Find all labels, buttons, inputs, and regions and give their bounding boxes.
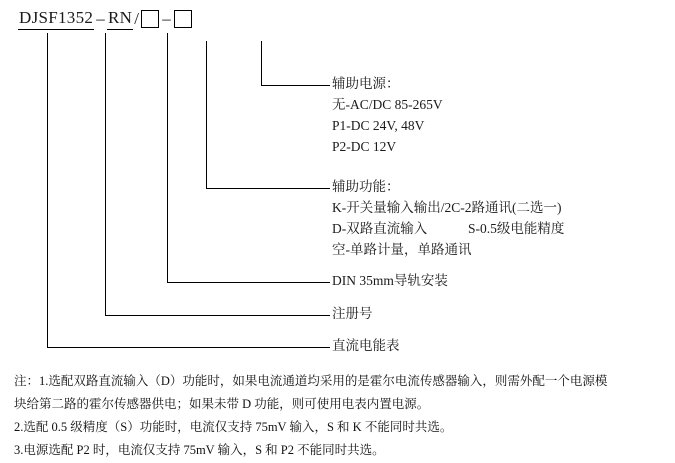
- note-line-4: 3.电源选配 P2 时，电流仅支持 75mV 输入，S 和 P2 不能同时共选。: [14, 443, 385, 458]
- note-line-3: 2.选配 0.5 级精度（S）功能时，电流仅支持 75mV 输入，S 和 K 不能同时共选。: [14, 420, 453, 435]
- mounting-label: DIN 35mm导轨安装: [332, 273, 448, 288]
- code-segment-mounting: RN: [107, 8, 133, 30]
- code-slash: /: [134, 9, 140, 28]
- note-line-1: 注：1.选配双路直流输入（D）功能时，如果电流通道均采用的是霍尔电流传感器输入，则需外配一个电源模: [14, 374, 608, 388]
- aux-function-title: 辅助功能：: [332, 179, 400, 194]
- code-dash-2: –: [162, 9, 172, 28]
- callout-mounting: [332, 271, 448, 292]
- code-box-aux-power: [174, 10, 192, 28]
- aux-power-option-3: P2-DC 12V: [332, 138, 397, 154]
- aux-function-accuracy-option: S-0.5级电能精度: [468, 220, 565, 236]
- aux-function-option-1: K-开关量输入输出/2C-2路通讯(二选一): [332, 199, 562, 215]
- code-dash-1: –: [96, 9, 106, 28]
- note-line-2: 块给第二路的霍尔传感器供电；如果未带 D 功能，则可使用电表内置电源。: [14, 397, 430, 412]
- aux-function-option-2: D-双路直流输入: [332, 220, 428, 236]
- aux-power-title: 辅助电源：: [332, 76, 400, 91]
- notes-block: [14, 370, 664, 463]
- callout-auxiliary-function: [332, 177, 564, 261]
- register-number-label: 注册号: [332, 306, 373, 321]
- callout-product-name: [332, 336, 400, 357]
- model-code-string: [18, 8, 193, 30]
- aux-function-option-2-row: [332, 219, 564, 240]
- code-segment-series: DJSF1352: [18, 8, 94, 30]
- code-box-aux-function: [141, 10, 159, 28]
- aux-function-option-3: 空-单路计量，单路通讯: [332, 241, 472, 257]
- callout-auxiliary-power: [332, 74, 443, 158]
- aux-power-option-1: 无-AC/DC 85-265V: [332, 96, 443, 112]
- callout-register-number: [332, 304, 373, 325]
- product-name-label: 直流电能表: [332, 338, 400, 353]
- aux-power-option-2: P1-DC 24V, 48V: [332, 117, 425, 133]
